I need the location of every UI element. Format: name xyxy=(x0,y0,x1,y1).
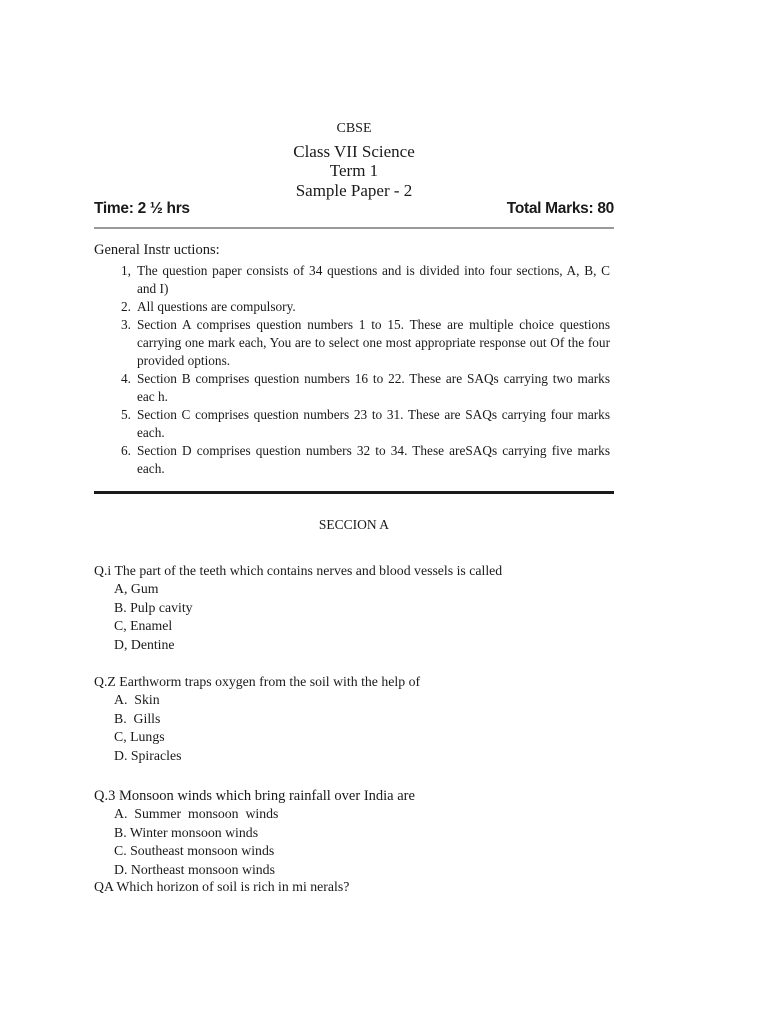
question-text: QA Which horizon of soil is rich in mi nerals? xyxy=(94,879,350,894)
instruction-item xyxy=(94,316,610,369)
question-4 xyxy=(94,878,614,896)
instruction-number: 3. xyxy=(121,317,131,333)
option-item: A, Gum xyxy=(114,581,159,596)
header-divider xyxy=(94,227,614,229)
page-title-paper: Sample Paper - 2 xyxy=(295,181,413,200)
instruction-number: 5. xyxy=(121,407,131,423)
option-list xyxy=(94,691,614,765)
instruction-item xyxy=(94,262,610,298)
option-list xyxy=(94,580,614,654)
instruction-text: Section A comprises question numbers 1 to 15. These are multiple choice questions carrying one mark each, You are to select one most appropriate response out Of the four provided options. xyxy=(137,317,610,368)
exam-meta-row xyxy=(94,200,614,218)
general-instructions-heading: General Instr uctions: xyxy=(94,242,220,258)
page-title-class: Class VII Science xyxy=(293,142,415,161)
instruction-text: Section C comprises question numbers 23 to 31. These are SAQs carrying four marks each. xyxy=(137,407,610,441)
exam-time: Time: 2 ½ hrs xyxy=(94,200,190,217)
instruction-number: 6. xyxy=(121,443,131,459)
instruction-item xyxy=(94,406,610,442)
option-item: D, Dentine xyxy=(114,636,175,652)
question-text: Q.i The part of the teeth which contains nerves and blood vessels is called xyxy=(94,563,503,578)
option-list xyxy=(94,805,614,879)
option-item: D. Northeast monsoon winds xyxy=(114,861,275,877)
option-item: B. Pulp cavity xyxy=(114,599,193,615)
instruction-text: Section B comprises question numbers 16 to 22. These are SAQs carrying two marks eac h. xyxy=(137,371,610,405)
option-item: B. Winter monsoon winds xyxy=(114,824,259,840)
instruction-text: Section D comprises question numbers 32 to 34. These areSAQs carrying five marks each. xyxy=(137,443,610,477)
section-divider xyxy=(94,491,614,494)
instruction-number: 4. xyxy=(121,371,131,387)
question-1 xyxy=(94,562,614,654)
option-item: C, Lungs xyxy=(114,729,165,744)
question-text: Q.3 Monsoon winds which bring rainfall over India are xyxy=(94,788,415,804)
option-item: C, Enamel xyxy=(114,618,173,633)
instruction-item xyxy=(94,370,610,406)
section-heading: SECCION A xyxy=(318,517,390,532)
option-item: C. Southeast monsoon winds xyxy=(114,843,275,858)
instruction-item xyxy=(94,298,610,316)
board-name: CBSE xyxy=(336,121,372,136)
instruction-item xyxy=(94,442,610,478)
instruction-text: All questions are compulsory. xyxy=(137,299,296,315)
page-title-term: Term 1 xyxy=(329,161,379,180)
instruction-number: 1, xyxy=(121,263,131,278)
option-item: A. Skin xyxy=(114,692,160,707)
option-item: B. Gills xyxy=(114,710,161,726)
instruction-number: 2. xyxy=(121,299,131,315)
question-2 xyxy=(94,673,614,765)
question-text: Q.Z Earthworm traps oxygen from the soil with the help of xyxy=(94,674,421,689)
exam-total-marks: Total Marks: 80 xyxy=(506,200,614,217)
option-item: A. Summer monsoon winds xyxy=(114,806,279,821)
option-item: D. Spiracles xyxy=(114,747,182,763)
instruction-text: The question paper consists of 34 questions and is divided into four sections, A, B, C and I) xyxy=(137,263,610,296)
general-instructions-list xyxy=(94,262,610,479)
question-3 xyxy=(94,787,614,879)
